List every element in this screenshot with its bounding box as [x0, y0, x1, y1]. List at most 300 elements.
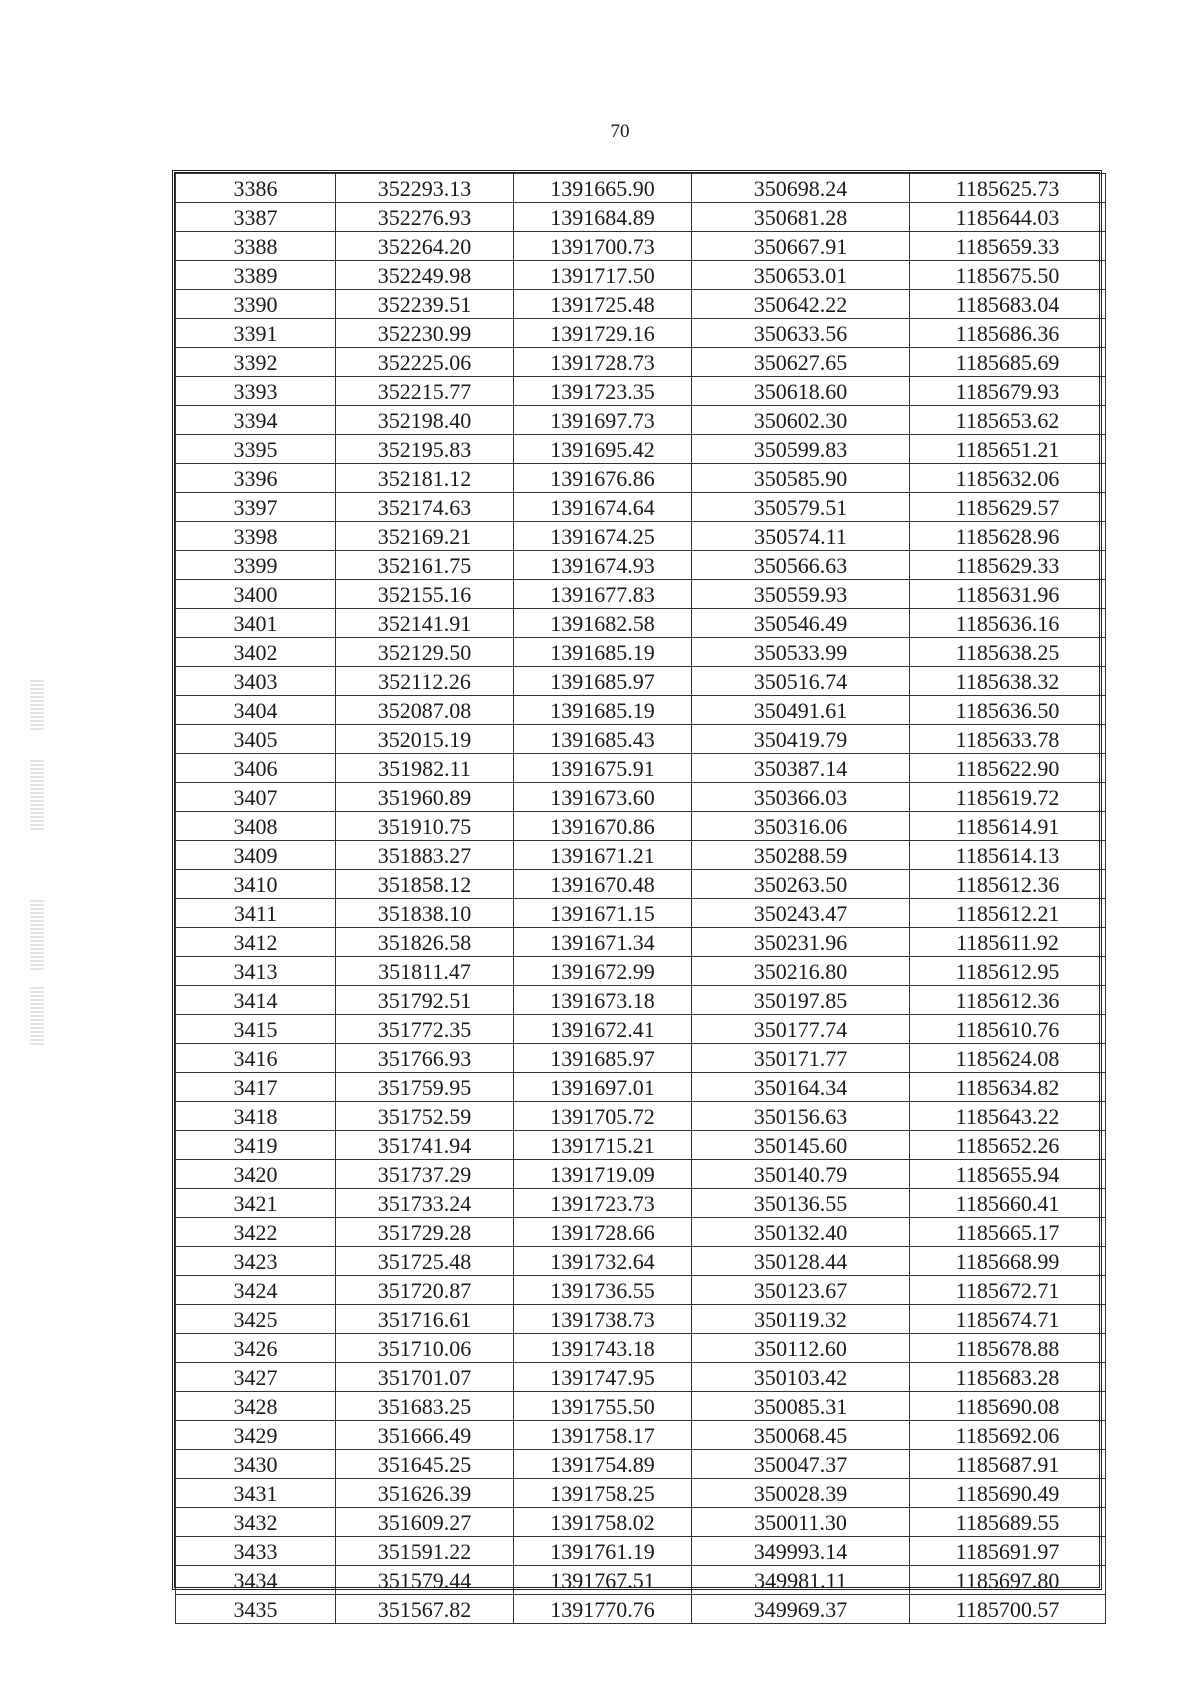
coord-y1-cell: 1391672.99	[514, 957, 692, 986]
page-number: 70	[610, 121, 630, 142]
coord-y1-cell: 1391685.43	[514, 725, 692, 754]
table-row	[176, 290, 1106, 319]
point-number-cell: 3410	[176, 870, 336, 899]
coord-x2-cell: 350366.03	[692, 783, 910, 812]
coord-x2-cell: 350681.28	[692, 203, 910, 232]
table-row	[176, 841, 1106, 870]
coord-y1-cell: 1391682.58	[514, 609, 692, 638]
coord-y2-cell: 1185679.93	[910, 377, 1106, 406]
point-number-cell: 3409	[176, 841, 336, 870]
coord-x1-cell: 351960.89	[336, 783, 514, 812]
coord-y2-cell: 1185622.90	[910, 754, 1106, 783]
coord-y1-cell: 1391674.93	[514, 551, 692, 580]
coord-y1-cell: 1391674.25	[514, 522, 692, 551]
point-number-cell: 3415	[176, 1015, 336, 1044]
coord-y2-cell: 1185687.91	[910, 1450, 1106, 1479]
coord-y1-cell: 1391671.15	[514, 899, 692, 928]
table-row	[176, 464, 1106, 493]
table-row	[176, 1392, 1106, 1421]
table-row	[176, 1102, 1106, 1131]
coord-x2-cell: 350128.44	[692, 1247, 910, 1276]
table-row	[176, 1218, 1106, 1247]
coord-y2-cell: 1185659.33	[910, 232, 1106, 261]
point-number-cell: 3412	[176, 928, 336, 957]
table-row	[176, 522, 1106, 551]
point-number-cell: 3416	[176, 1044, 336, 1073]
coord-y2-cell: 1185653.62	[910, 406, 1106, 435]
point-number-cell: 3430	[176, 1450, 336, 1479]
coord-x2-cell: 350112.60	[692, 1334, 910, 1363]
coord-x1-cell: 352141.91	[336, 609, 514, 638]
coord-y2-cell: 1185700.57	[910, 1595, 1106, 1624]
coord-x2-cell: 350574.11	[692, 522, 910, 551]
scan-artifact	[30, 680, 44, 730]
coord-x1-cell: 351826.58	[336, 928, 514, 957]
point-number-cell: 3399	[176, 551, 336, 580]
table-row	[176, 1015, 1106, 1044]
coord-y2-cell: 1185632.06	[910, 464, 1106, 493]
coord-x1-cell: 351910.75	[336, 812, 514, 841]
coord-y2-cell: 1185668.99	[910, 1247, 1106, 1276]
coord-x1-cell: 352293.13	[336, 174, 514, 203]
coord-x1-cell: 351626.39	[336, 1479, 514, 1508]
coord-y2-cell: 1185660.41	[910, 1189, 1106, 1218]
coord-y2-cell: 1185612.36	[910, 986, 1106, 1015]
point-number-cell: 3429	[176, 1421, 336, 1450]
coord-x1-cell: 351883.27	[336, 841, 514, 870]
coord-y1-cell: 1391670.48	[514, 870, 692, 899]
table-row	[176, 1363, 1106, 1392]
table-row	[176, 754, 1106, 783]
coord-x1-cell: 352276.93	[336, 203, 514, 232]
table-row	[176, 348, 1106, 377]
coord-x2-cell: 350387.14	[692, 754, 910, 783]
coord-x2-cell: 350068.45	[692, 1421, 910, 1450]
table-row	[176, 638, 1106, 667]
point-number-cell: 3413	[176, 957, 336, 986]
coord-x2-cell: 350288.59	[692, 841, 910, 870]
point-number-cell: 3404	[176, 696, 336, 725]
coord-x1-cell: 351645.25	[336, 1450, 514, 1479]
point-number-cell: 3419	[176, 1131, 336, 1160]
coord-x2-cell: 350667.91	[692, 232, 910, 261]
point-number-cell: 3393	[176, 377, 336, 406]
coord-x1-cell: 352161.75	[336, 551, 514, 580]
coord-x1-cell: 351666.49	[336, 1421, 514, 1450]
coord-y1-cell: 1391677.83	[514, 580, 692, 609]
coord-x1-cell: 351741.94	[336, 1131, 514, 1160]
coord-x2-cell: 349981.11	[692, 1566, 910, 1595]
point-number-cell: 3414	[176, 986, 336, 1015]
coord-y2-cell: 1185655.94	[910, 1160, 1106, 1189]
coord-y1-cell: 1391743.18	[514, 1334, 692, 1363]
coord-x1-cell: 352174.63	[336, 493, 514, 522]
coord-x1-cell: 351609.27	[336, 1508, 514, 1537]
point-number-cell: 3401	[176, 609, 336, 638]
coord-x1-cell: 351811.47	[336, 957, 514, 986]
table-row	[176, 696, 1106, 725]
coord-y1-cell: 1391675.91	[514, 754, 692, 783]
coord-x2-cell: 350559.93	[692, 580, 910, 609]
coord-y2-cell: 1185634.82	[910, 1073, 1106, 1102]
coord-y2-cell: 1185625.73	[910, 174, 1106, 203]
coord-x2-cell: 350316.06	[692, 812, 910, 841]
coord-x1-cell: 351772.35	[336, 1015, 514, 1044]
coord-x2-cell: 350164.34	[692, 1073, 910, 1102]
point-number-cell: 3418	[176, 1102, 336, 1131]
coord-x1-cell: 351725.48	[336, 1247, 514, 1276]
coord-x2-cell: 350119.32	[692, 1305, 910, 1334]
point-number-cell: 3388	[176, 232, 336, 261]
coord-x2-cell: 350197.85	[692, 986, 910, 1015]
coord-x2-cell: 350627.65	[692, 348, 910, 377]
coord-y2-cell: 1185629.33	[910, 551, 1106, 580]
point-number-cell: 3423	[176, 1247, 336, 1276]
coord-y1-cell: 1391695.42	[514, 435, 692, 464]
coord-y2-cell: 1185638.25	[910, 638, 1106, 667]
coord-x2-cell: 350011.30	[692, 1508, 910, 1537]
coord-x2-cell: 350085.31	[692, 1392, 910, 1421]
coord-y2-cell: 1185685.69	[910, 348, 1106, 377]
coord-y2-cell: 1185612.21	[910, 899, 1106, 928]
coord-y2-cell: 1185652.26	[910, 1131, 1106, 1160]
coord-y1-cell: 1391736.55	[514, 1276, 692, 1305]
coord-y2-cell: 1185678.88	[910, 1334, 1106, 1363]
coord-x2-cell: 350618.60	[692, 377, 910, 406]
point-number-cell: 3402	[176, 638, 336, 667]
coord-x2-cell: 350103.42	[692, 1363, 910, 1392]
table-row	[176, 957, 1106, 986]
coord-x1-cell: 351982.11	[336, 754, 514, 783]
table-row	[176, 261, 1106, 290]
coord-y2-cell: 1185689.55	[910, 1508, 1106, 1537]
coord-y2-cell: 1185619.72	[910, 783, 1106, 812]
point-number-cell: 3406	[176, 754, 336, 783]
point-number-cell: 3394	[176, 406, 336, 435]
table-row	[176, 319, 1106, 348]
coord-x2-cell: 350140.79	[692, 1160, 910, 1189]
scan-artifact	[30, 985, 44, 1045]
coord-y2-cell: 1185614.13	[910, 841, 1106, 870]
coord-x1-cell: 352181.12	[336, 464, 514, 493]
point-number-cell: 3427	[176, 1363, 336, 1392]
point-number-cell: 3420	[176, 1160, 336, 1189]
point-number-cell: 3396	[176, 464, 336, 493]
coord-y1-cell: 1391728.66	[514, 1218, 692, 1247]
point-number-cell: 3400	[176, 580, 336, 609]
coord-y1-cell: 1391671.34	[514, 928, 692, 957]
coord-x2-cell: 350516.74	[692, 667, 910, 696]
table-row	[176, 783, 1106, 812]
coord-x1-cell: 351733.24	[336, 1189, 514, 1218]
coord-y1-cell: 1391685.19	[514, 638, 692, 667]
coord-y1-cell: 1391697.73	[514, 406, 692, 435]
coord-y2-cell: 1185675.50	[910, 261, 1106, 290]
coordinates-table-frame	[172, 170, 1102, 1622]
coord-y2-cell: 1185612.36	[910, 870, 1106, 899]
table-row	[176, 174, 1106, 203]
coord-x2-cell: 350546.49	[692, 609, 910, 638]
table-row	[176, 1421, 1106, 1450]
point-number-cell: 3397	[176, 493, 336, 522]
coord-y2-cell: 1185614.91	[910, 812, 1106, 841]
coord-y1-cell: 1391770.76	[514, 1595, 692, 1624]
coord-x2-cell: 350047.37	[692, 1450, 910, 1479]
coord-y1-cell: 1391725.48	[514, 290, 692, 319]
table-row	[176, 899, 1106, 928]
coord-x1-cell: 352230.99	[336, 319, 514, 348]
coord-y1-cell: 1391674.64	[514, 493, 692, 522]
table-row	[176, 1247, 1106, 1276]
coord-y2-cell: 1185628.96	[910, 522, 1106, 551]
point-number-cell: 3395	[176, 435, 336, 464]
point-number-cell: 3421	[176, 1189, 336, 1218]
table-row	[176, 1189, 1106, 1218]
table-row	[176, 1537, 1106, 1566]
coord-x2-cell: 350633.56	[692, 319, 910, 348]
coord-y2-cell: 1185692.06	[910, 1421, 1106, 1450]
coord-y1-cell: 1391700.73	[514, 232, 692, 261]
table-row	[176, 609, 1106, 638]
coord-y1-cell: 1391758.02	[514, 1508, 692, 1537]
point-number-cell: 3428	[176, 1392, 336, 1421]
coord-y2-cell: 1185629.57	[910, 493, 1106, 522]
scan-artifact	[30, 900, 44, 970]
point-number-cell: 3433	[176, 1537, 336, 1566]
table-row	[176, 435, 1106, 464]
coord-y2-cell: 1185683.28	[910, 1363, 1106, 1392]
coord-x1-cell: 352155.16	[336, 580, 514, 609]
coord-x2-cell: 349993.14	[692, 1537, 910, 1566]
point-number-cell: 3435	[176, 1595, 336, 1624]
table-row	[176, 493, 1106, 522]
coord-x2-cell: 350177.74	[692, 1015, 910, 1044]
coord-x2-cell: 350491.61	[692, 696, 910, 725]
point-number-cell: 3405	[176, 725, 336, 754]
coord-x2-cell: 350585.90	[692, 464, 910, 493]
coordinates-table	[175, 173, 1106, 1624]
coord-y2-cell: 1185643.22	[910, 1102, 1106, 1131]
point-number-cell: 3390	[176, 290, 336, 319]
coord-x1-cell: 351710.06	[336, 1334, 514, 1363]
coord-y1-cell: 1391684.89	[514, 203, 692, 232]
coord-x2-cell: 350123.67	[692, 1276, 910, 1305]
coord-y2-cell: 1185612.95	[910, 957, 1106, 986]
point-number-cell: 3392	[176, 348, 336, 377]
coord-y1-cell: 1391755.50	[514, 1392, 692, 1421]
coord-x1-cell: 352087.08	[336, 696, 514, 725]
point-number-cell: 3403	[176, 667, 336, 696]
table-row	[176, 1131, 1106, 1160]
point-number-cell: 3398	[176, 522, 336, 551]
coord-y2-cell: 1185690.08	[910, 1392, 1106, 1421]
coord-x1-cell: 351858.12	[336, 870, 514, 899]
coord-y2-cell: 1185683.04	[910, 290, 1106, 319]
point-number-cell: 3432	[176, 1508, 336, 1537]
coord-x1-cell: 351729.28	[336, 1218, 514, 1247]
table-row	[176, 406, 1106, 435]
point-number-cell: 3434	[176, 1566, 336, 1595]
table-row	[176, 1160, 1106, 1189]
coord-y1-cell: 1391671.21	[514, 841, 692, 870]
coord-x2-cell: 350243.47	[692, 899, 910, 928]
point-number-cell: 3408	[176, 812, 336, 841]
coord-y2-cell: 1185624.08	[910, 1044, 1106, 1073]
coord-x1-cell: 352264.20	[336, 232, 514, 261]
table-row	[176, 1595, 1106, 1624]
coord-y1-cell: 1391758.25	[514, 1479, 692, 1508]
coord-x1-cell: 351683.25	[336, 1392, 514, 1421]
coord-y2-cell: 1185610.76	[910, 1015, 1106, 1044]
coord-y1-cell: 1391761.19	[514, 1537, 692, 1566]
table-row	[176, 1305, 1106, 1334]
coord-x1-cell: 351737.29	[336, 1160, 514, 1189]
coord-x1-cell: 351591.22	[336, 1537, 514, 1566]
coord-x1-cell: 351752.59	[336, 1102, 514, 1131]
point-number-cell: 3411	[176, 899, 336, 928]
coord-x2-cell: 350263.50	[692, 870, 910, 899]
table-row	[176, 667, 1106, 696]
table-row	[176, 1508, 1106, 1537]
coord-x2-cell: 350419.79	[692, 725, 910, 754]
table-row	[176, 928, 1106, 957]
table-body	[176, 174, 1106, 1624]
coord-y1-cell: 1391685.19	[514, 696, 692, 725]
coord-x2-cell: 350028.39	[692, 1479, 910, 1508]
coord-y2-cell: 1185697.80	[910, 1566, 1106, 1595]
point-number-cell: 3417	[176, 1073, 336, 1102]
coord-x2-cell: 350216.80	[692, 957, 910, 986]
table-row	[176, 580, 1106, 609]
coord-x1-cell: 351716.61	[336, 1305, 514, 1334]
point-number-cell: 3424	[176, 1276, 336, 1305]
coord-y2-cell: 1185674.71	[910, 1305, 1106, 1334]
scan-artifact	[30, 760, 44, 830]
point-number-cell: 3426	[176, 1334, 336, 1363]
point-number-cell: 3431	[176, 1479, 336, 1508]
coord-x1-cell: 352015.19	[336, 725, 514, 754]
coord-x2-cell: 350171.77	[692, 1044, 910, 1073]
coord-x2-cell: 350698.24	[692, 174, 910, 203]
coord-x2-cell: 350145.60	[692, 1131, 910, 1160]
table-row	[176, 870, 1106, 899]
coord-x1-cell: 351701.07	[336, 1363, 514, 1392]
table-row	[176, 1479, 1106, 1508]
table-row	[176, 1334, 1106, 1363]
coord-x1-cell: 351567.82	[336, 1595, 514, 1624]
coord-x1-cell: 351766.93	[336, 1044, 514, 1073]
coord-y1-cell: 1391685.97	[514, 667, 692, 696]
coord-x2-cell: 350599.83	[692, 435, 910, 464]
coord-x1-cell: 352225.06	[336, 348, 514, 377]
coord-y1-cell: 1391673.60	[514, 783, 692, 812]
coord-y2-cell: 1185665.17	[910, 1218, 1106, 1247]
coord-y1-cell: 1391697.01	[514, 1073, 692, 1102]
coord-y2-cell: 1185672.71	[910, 1276, 1106, 1305]
table-row	[176, 986, 1106, 1015]
coord-y1-cell: 1391754.89	[514, 1450, 692, 1479]
table-row	[176, 1276, 1106, 1305]
point-number-cell: 3387	[176, 203, 336, 232]
point-number-cell: 3407	[176, 783, 336, 812]
table-row	[176, 725, 1106, 754]
coord-x1-cell: 352239.51	[336, 290, 514, 319]
coord-x1-cell: 351720.87	[336, 1276, 514, 1305]
coord-y2-cell: 1185636.50	[910, 696, 1106, 725]
coord-x1-cell: 352198.40	[336, 406, 514, 435]
coord-x2-cell: 349969.37	[692, 1595, 910, 1624]
coord-y1-cell: 1391685.97	[514, 1044, 692, 1073]
coord-y1-cell: 1391705.72	[514, 1102, 692, 1131]
coord-x2-cell: 350579.51	[692, 493, 910, 522]
coord-x2-cell: 350653.01	[692, 261, 910, 290]
point-number-cell: 3389	[176, 261, 336, 290]
coord-y1-cell: 1391767.51	[514, 1566, 692, 1595]
coord-y2-cell: 1185638.32	[910, 667, 1106, 696]
coord-x2-cell: 350566.63	[692, 551, 910, 580]
coord-x1-cell: 351792.51	[336, 986, 514, 1015]
coord-y2-cell: 1185691.97	[910, 1537, 1106, 1566]
table-row	[176, 232, 1106, 261]
coord-x1-cell: 352169.21	[336, 522, 514, 551]
coord-y2-cell: 1185631.96	[910, 580, 1106, 609]
coord-y1-cell: 1391672.41	[514, 1015, 692, 1044]
coord-y1-cell: 1391676.86	[514, 464, 692, 493]
coord-y1-cell: 1391729.16	[514, 319, 692, 348]
coord-y2-cell: 1185633.78	[910, 725, 1106, 754]
coord-x1-cell: 352195.83	[336, 435, 514, 464]
coord-x2-cell: 350602.30	[692, 406, 910, 435]
coord-x1-cell: 351579.44	[336, 1566, 514, 1595]
point-number-cell: 3386	[176, 174, 336, 203]
coord-x2-cell: 350231.96	[692, 928, 910, 957]
table-row	[176, 1566, 1106, 1595]
point-number-cell: 3425	[176, 1305, 336, 1334]
table-row	[176, 1450, 1106, 1479]
coord-x1-cell: 351838.10	[336, 899, 514, 928]
coord-y1-cell: 1391673.18	[514, 986, 692, 1015]
coord-x1-cell: 352215.77	[336, 377, 514, 406]
coord-x1-cell: 352129.50	[336, 638, 514, 667]
coord-y1-cell: 1391723.35	[514, 377, 692, 406]
coord-y2-cell: 1185686.36	[910, 319, 1106, 348]
coord-y1-cell: 1391732.64	[514, 1247, 692, 1276]
table-row	[176, 551, 1106, 580]
coord-y1-cell: 1391738.73	[514, 1305, 692, 1334]
table-row	[176, 1044, 1106, 1073]
table-row	[176, 377, 1106, 406]
point-number-cell: 3391	[176, 319, 336, 348]
coord-y1-cell: 1391758.17	[514, 1421, 692, 1450]
coord-x2-cell: 350156.63	[692, 1102, 910, 1131]
coord-y1-cell: 1391715.21	[514, 1131, 692, 1160]
coord-x2-cell: 350136.55	[692, 1189, 910, 1218]
coord-y2-cell: 1185644.03	[910, 203, 1106, 232]
coord-y1-cell: 1391670.86	[514, 812, 692, 841]
coord-y1-cell: 1391665.90	[514, 174, 692, 203]
coord-x2-cell: 350132.40	[692, 1218, 910, 1247]
table-row	[176, 203, 1106, 232]
point-number-cell: 3422	[176, 1218, 336, 1247]
coord-x1-cell: 352112.26	[336, 667, 514, 696]
coord-y1-cell: 1391717.50	[514, 261, 692, 290]
table-row	[176, 812, 1106, 841]
coord-y1-cell: 1391719.09	[514, 1160, 692, 1189]
coord-x2-cell: 350642.22	[692, 290, 910, 319]
coord-x1-cell: 352249.98	[336, 261, 514, 290]
coord-x1-cell: 351759.95	[336, 1073, 514, 1102]
coord-y2-cell: 1185636.16	[910, 609, 1106, 638]
